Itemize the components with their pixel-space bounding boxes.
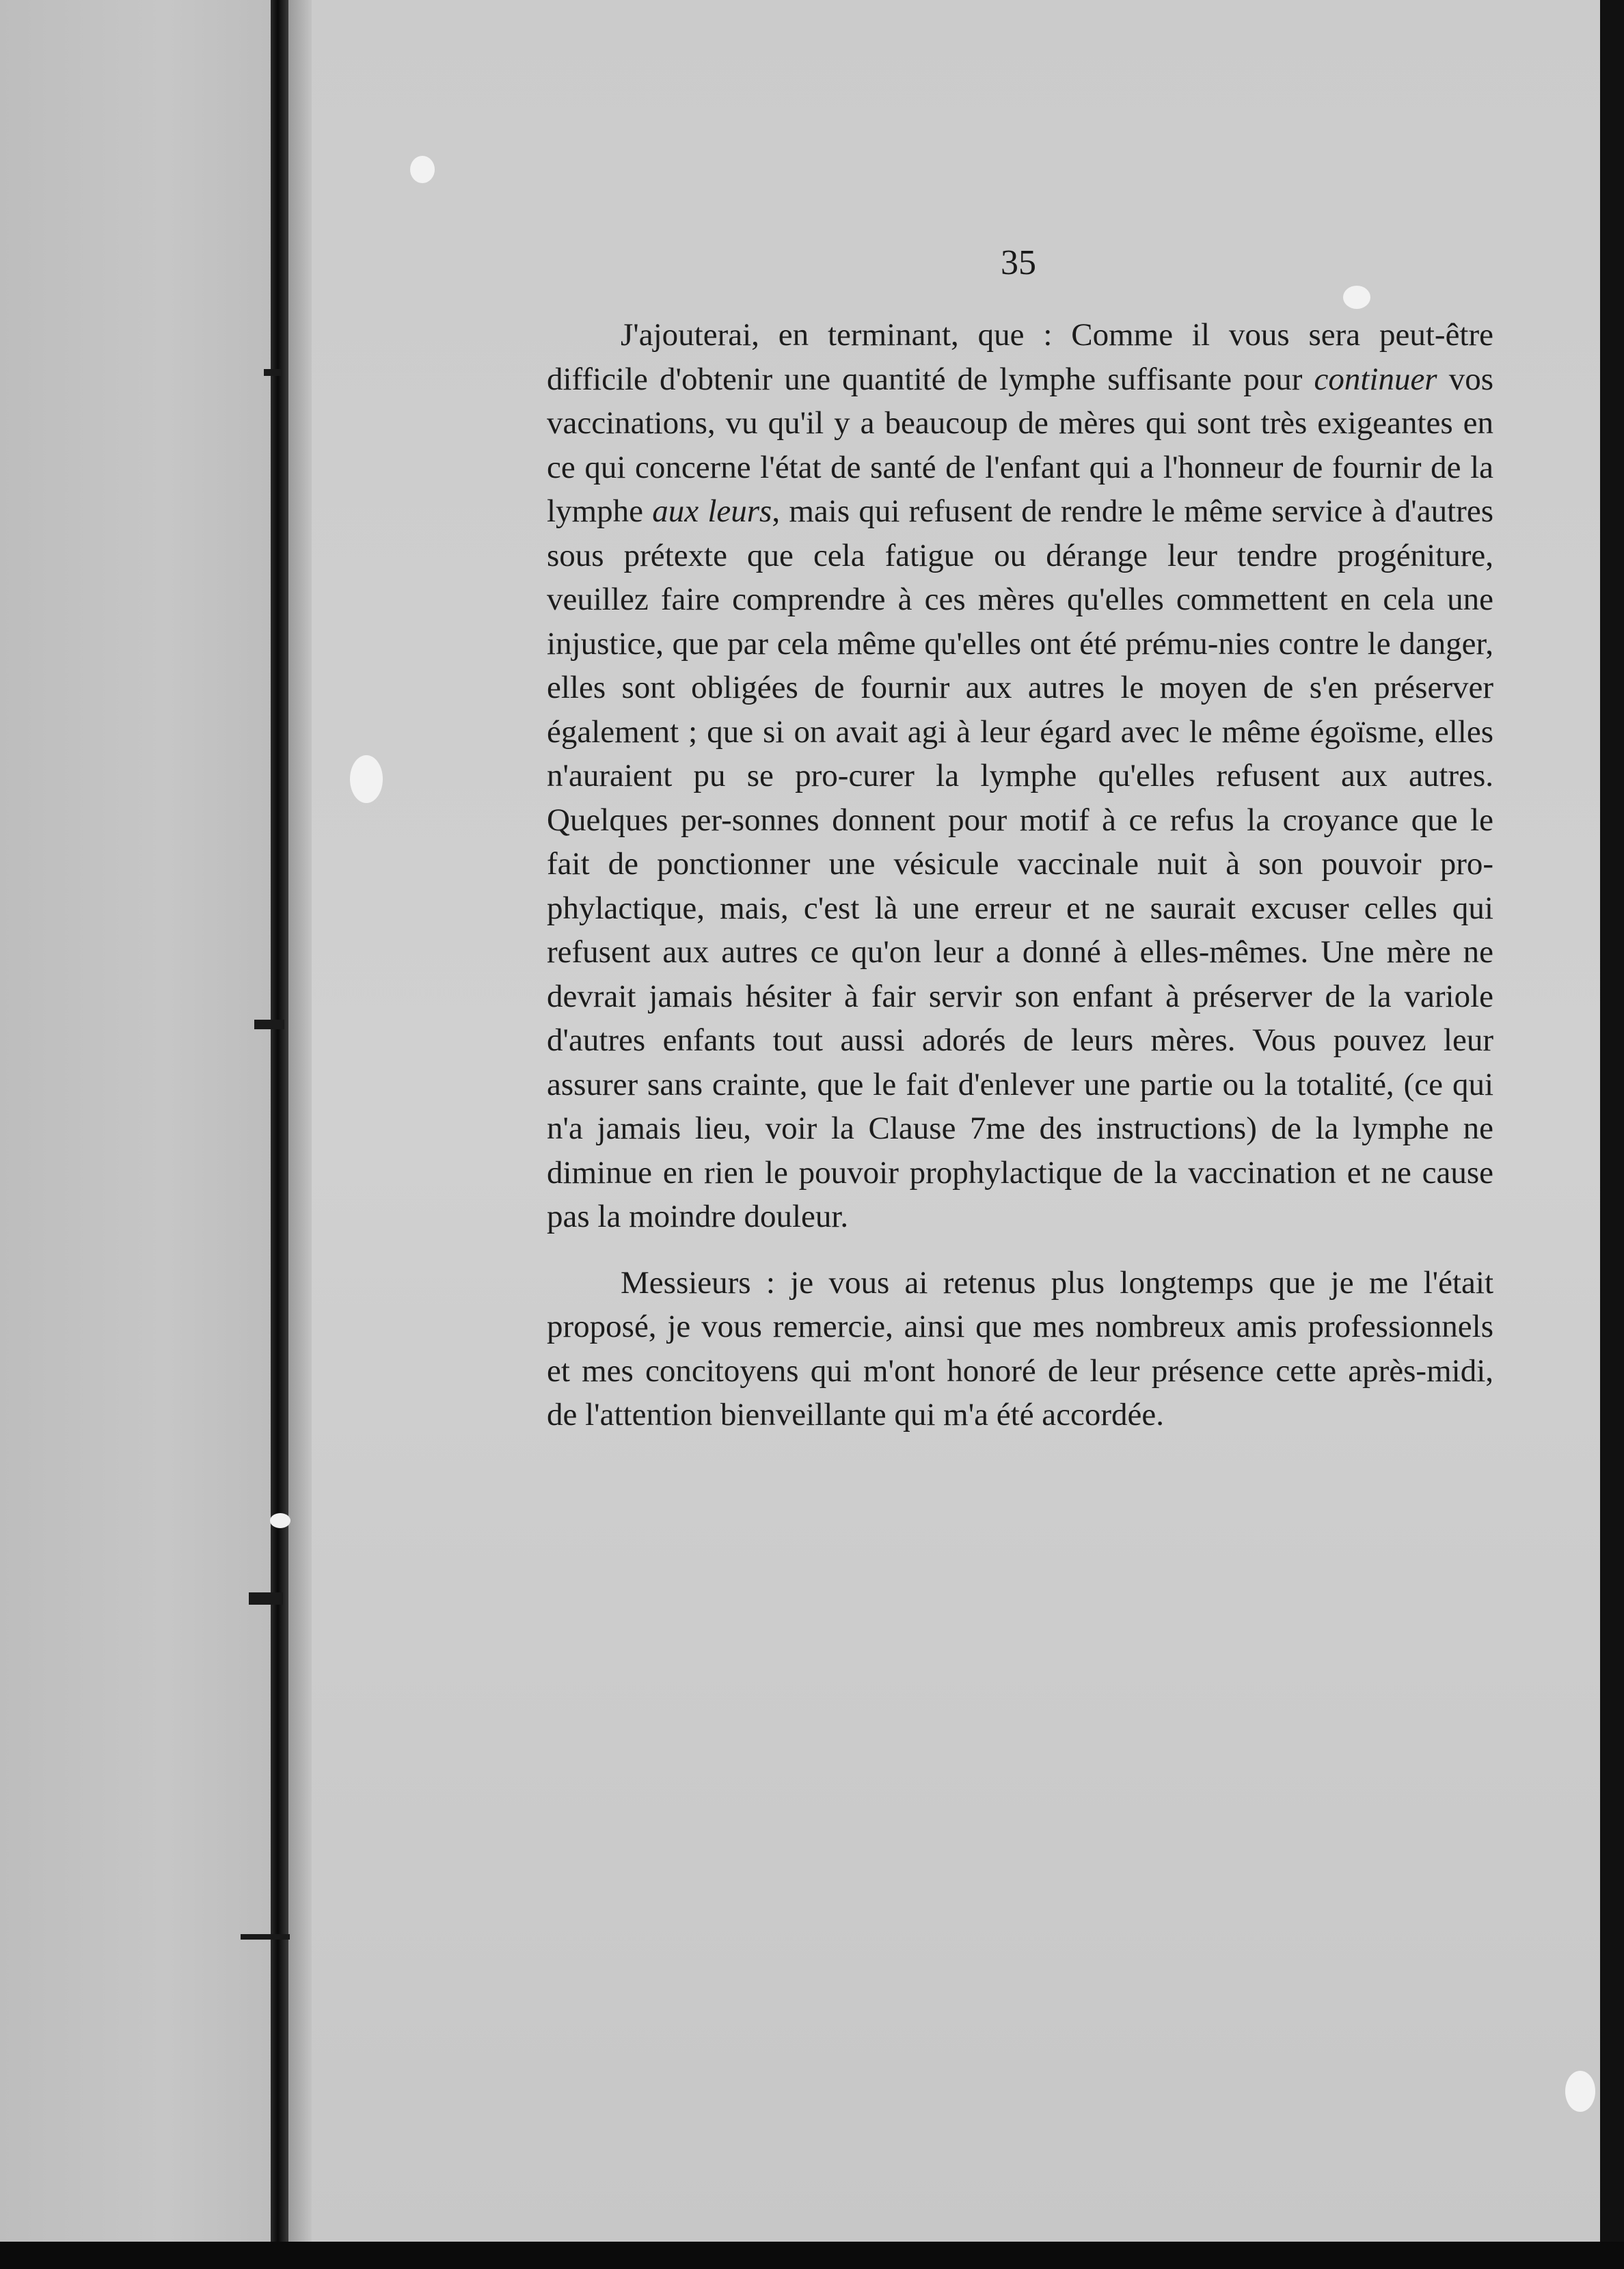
- page-number: 35: [1001, 243, 1036, 282]
- binding-notch: [264, 369, 282, 376]
- left-margin: [0, 0, 277, 2242]
- text-span: vos vaccinations, vu qu'il y a beaucoup de mères qui sont très exigeantes en ce qui concerne l'état de santé de l'enfant qui a l'honneur de fournir de la lymphe: [547, 361, 1494, 529]
- dust-speck: [1343, 286, 1370, 309]
- binding-notch: [254, 1020, 284, 1029]
- dust-speck: [1565, 2071, 1595, 2112]
- binding-notch: [249, 1592, 283, 1605]
- dust-speck: [350, 755, 383, 803]
- book-binding: [271, 0, 288, 2242]
- paragraph: [547, 313, 1493, 1239]
- binding-notch: [241, 1934, 290, 1940]
- dust-speck: [410, 156, 435, 183]
- paragraph: [547, 1261, 1493, 1437]
- scan-bottom-border: [0, 2242, 1624, 2269]
- italic-text-span: aux leurs: [652, 493, 772, 529]
- right-edge: [1600, 0, 1624, 2242]
- text-span: , mais qui refusent de rendre le même service à d'autres sous prétexte que cela fatigue ou dérange leur tendre progéniture, veuillez faire comprendre à ces mères qu'elles commettent en cela une injustice, que par cela même qu'elles ont été prému-nies contre le danger, elles sont obligées de fournir aux autres le moyen de s'en préserver également ; que si on avait agi à leur égard avec le même égoïsme, elles n'auraient pu se pro-curer la lymphe qu'elles refusent aux autres. Quelques per-sonnes donnent pour motif à ce refus la croyance que le fait de ponctionner une vésicule vaccinale nuit à son pouvoir pro-phylactique, mais, c'est là une erreur et ne saurait excuser celles qui refusent aux autres ce qu'on leur a donné à elles-mêmes. Une mère ne devrait jamais hésiter à fair servir son enfant à préserver de la variole d'autres enfants tout aussi adorés de leurs mères. Vous pouvez leur assurer sans crainte, que le fait d'enlever une partie ou la totalité, (ce qui n'a jamais lieu, voir la Clause 7me des instructions) de la lymphe ne diminue en rien le pouvoir prophylactique de la vaccination et ne cause pas la moindre douleur.: [547, 493, 1493, 1234]
- binding-shadow: [288, 0, 312, 2242]
- text-span: J'ajouterai, en terminant, que : Comme il vous sera peut-être difficile d'obtenir une quantité de lymphe suffisante pour: [547, 317, 1493, 397]
- body-text: [547, 313, 1493, 1437]
- text-span: Messieurs : je vous ai retenus plus longtemps que je me l'était proposé, je vous remercie, ainsi que mes nombreux amis professionnels et mes concitoyens qui m'ont honoré de leur présence cette après-midi, de l'attention bienveillante qui m'a été accordée.: [547, 1264, 1493, 1432]
- dust-speck: [270, 1513, 290, 1528]
- italic-text-span: continuer: [1314, 361, 1437, 397]
